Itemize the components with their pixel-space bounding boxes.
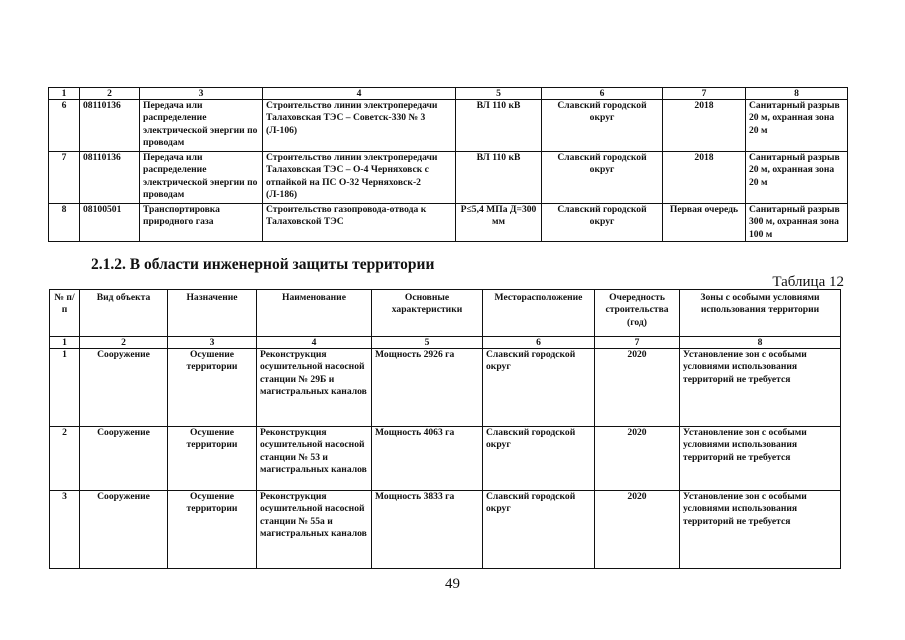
row-name: Реконструкция осушительной насосной станции № 29Б и магистральных каналов <box>257 349 372 427</box>
row-name: Реконструкция осушительной насосной станции № 55а и магистральных каналов <box>257 491 372 569</box>
row-type: Сооружение <box>80 427 168 491</box>
column-number: 6 <box>483 337 595 349</box>
header-zones: Зоны с особыми условиями использования территории <box>680 290 841 337</box>
row-stage: 2018 <box>663 152 746 204</box>
column-number: 3 <box>168 337 257 349</box>
row-number: 8 <box>49 204 80 242</box>
table-row <box>50 491 841 569</box>
column-number: 5 <box>372 337 483 349</box>
row-zones: Санитарный разрыв 20 м, охранная зона 20 м <box>746 152 848 204</box>
row-number: 1 <box>50 349 80 427</box>
header-num: № п/п <box>50 290 80 337</box>
row-name: Строительство линии электропередачи Талаховская ТЭС – Советск-330 № 3 (Л-106) <box>263 100 456 152</box>
header-location: Месторасположение <box>483 290 595 337</box>
column-number: 4 <box>263 88 456 100</box>
table-row <box>49 152 848 204</box>
column-number: 2 <box>80 88 140 100</box>
row-characteristics: ВЛ 110 кВ <box>456 152 542 204</box>
row-stage: 2020 <box>595 427 680 491</box>
header-purpose: Назначение <box>168 290 257 337</box>
engineering-protection-table <box>49 289 841 569</box>
row-zones: Установление зон с особыми условиями использования территорий не требуется <box>680 427 841 491</box>
column-number: 1 <box>49 88 80 100</box>
column-number: 8 <box>746 88 848 100</box>
row-zones: Санитарный разрыв 300 м, охранная зона 100 м <box>746 204 848 242</box>
column-number: 1 <box>50 337 80 349</box>
row-number: 2 <box>50 427 80 491</box>
utilities-table <box>48 87 848 242</box>
row-code: 08110136 <box>80 100 140 152</box>
column-number: 8 <box>680 337 841 349</box>
row-location: Славский городской округ <box>483 491 595 569</box>
row-zones: Установление зон с особыми условиями использования территорий не требуется <box>680 491 841 569</box>
column-number: 7 <box>663 88 746 100</box>
header-row <box>50 290 841 337</box>
row-name: Строительство линии электропередачи Талаховская ТЭС – О-4 Черняховск с отпайкой на ПС О-32 Черняховск-2 (Л-186) <box>263 152 456 204</box>
row-stage: 2020 <box>595 491 680 569</box>
row-type: Сооружение <box>80 491 168 569</box>
column-number-row <box>50 337 841 349</box>
row-number: 6 <box>49 100 80 152</box>
row-code: 08110136 <box>80 152 140 204</box>
row-location: Славский городской округ <box>542 152 663 204</box>
row-location: Славский городской округ <box>542 204 663 242</box>
page-number: 49 <box>445 576 460 592</box>
row-number: 7 <box>49 152 80 204</box>
column-number: 5 <box>456 88 542 100</box>
header-characteristics: Основные характеристики <box>372 290 483 337</box>
column-number: 6 <box>542 88 663 100</box>
section-heading: 2.1.2. В области инженерной защиты территории <box>91 256 435 273</box>
table-caption: Таблица 12 <box>772 274 844 290</box>
row-characteristics: Р≤5,4 МПа Д=300 мм <box>456 204 542 242</box>
table-row <box>49 204 848 242</box>
row-characteristics: ВЛ 110 кВ <box>456 100 542 152</box>
row-characteristics: Мощность 2926 га <box>372 349 483 427</box>
row-characteristics: Мощность 3833 га <box>372 491 483 569</box>
table-row <box>50 349 841 427</box>
column-number-row <box>49 88 848 100</box>
row-name: Реконструкция осушительной насосной станции № 53 и магистральных каналов <box>257 427 372 491</box>
row-purpose: Транспортировка природного газа <box>140 204 263 242</box>
row-purpose: Передача или распределение электрической энергии по проводам <box>140 152 263 204</box>
row-zones: Установление зон с особыми условиями использования территорий не требуется <box>680 349 841 427</box>
table-row <box>49 100 848 152</box>
row-purpose: Передача или распределение электрической энергии по проводам <box>140 100 263 152</box>
row-name: Строительство газопровода-отвода к Талаховской ТЭС <box>263 204 456 242</box>
row-location: Славский городской округ <box>483 427 595 491</box>
row-stage: 2018 <box>663 100 746 152</box>
row-stage: Первая очередь <box>663 204 746 242</box>
row-number: 3 <box>50 491 80 569</box>
row-characteristics: Мощность 4063 га <box>372 427 483 491</box>
row-stage: 2020 <box>595 349 680 427</box>
row-zones: Санитарный разрыв 20 м, охранная зона 20 м <box>746 100 848 152</box>
column-number: 7 <box>595 337 680 349</box>
row-purpose: Осушение территории <box>168 427 257 491</box>
header-type: Вид объекта <box>80 290 168 337</box>
header-name: Наименование <box>257 290 372 337</box>
header-stage: Очередность строительства (год) <box>595 290 680 337</box>
row-type: Сооружение <box>80 349 168 427</box>
row-code: 08100501 <box>80 204 140 242</box>
column-number: 2 <box>80 337 168 349</box>
row-location: Славский городской округ <box>483 349 595 427</box>
column-number: 4 <box>257 337 372 349</box>
row-location: Славский городской округ <box>542 100 663 152</box>
table-row <box>50 427 841 491</box>
column-number: 3 <box>140 88 263 100</box>
row-purpose: Осушение территории <box>168 491 257 569</box>
row-purpose: Осушение территории <box>168 349 257 427</box>
